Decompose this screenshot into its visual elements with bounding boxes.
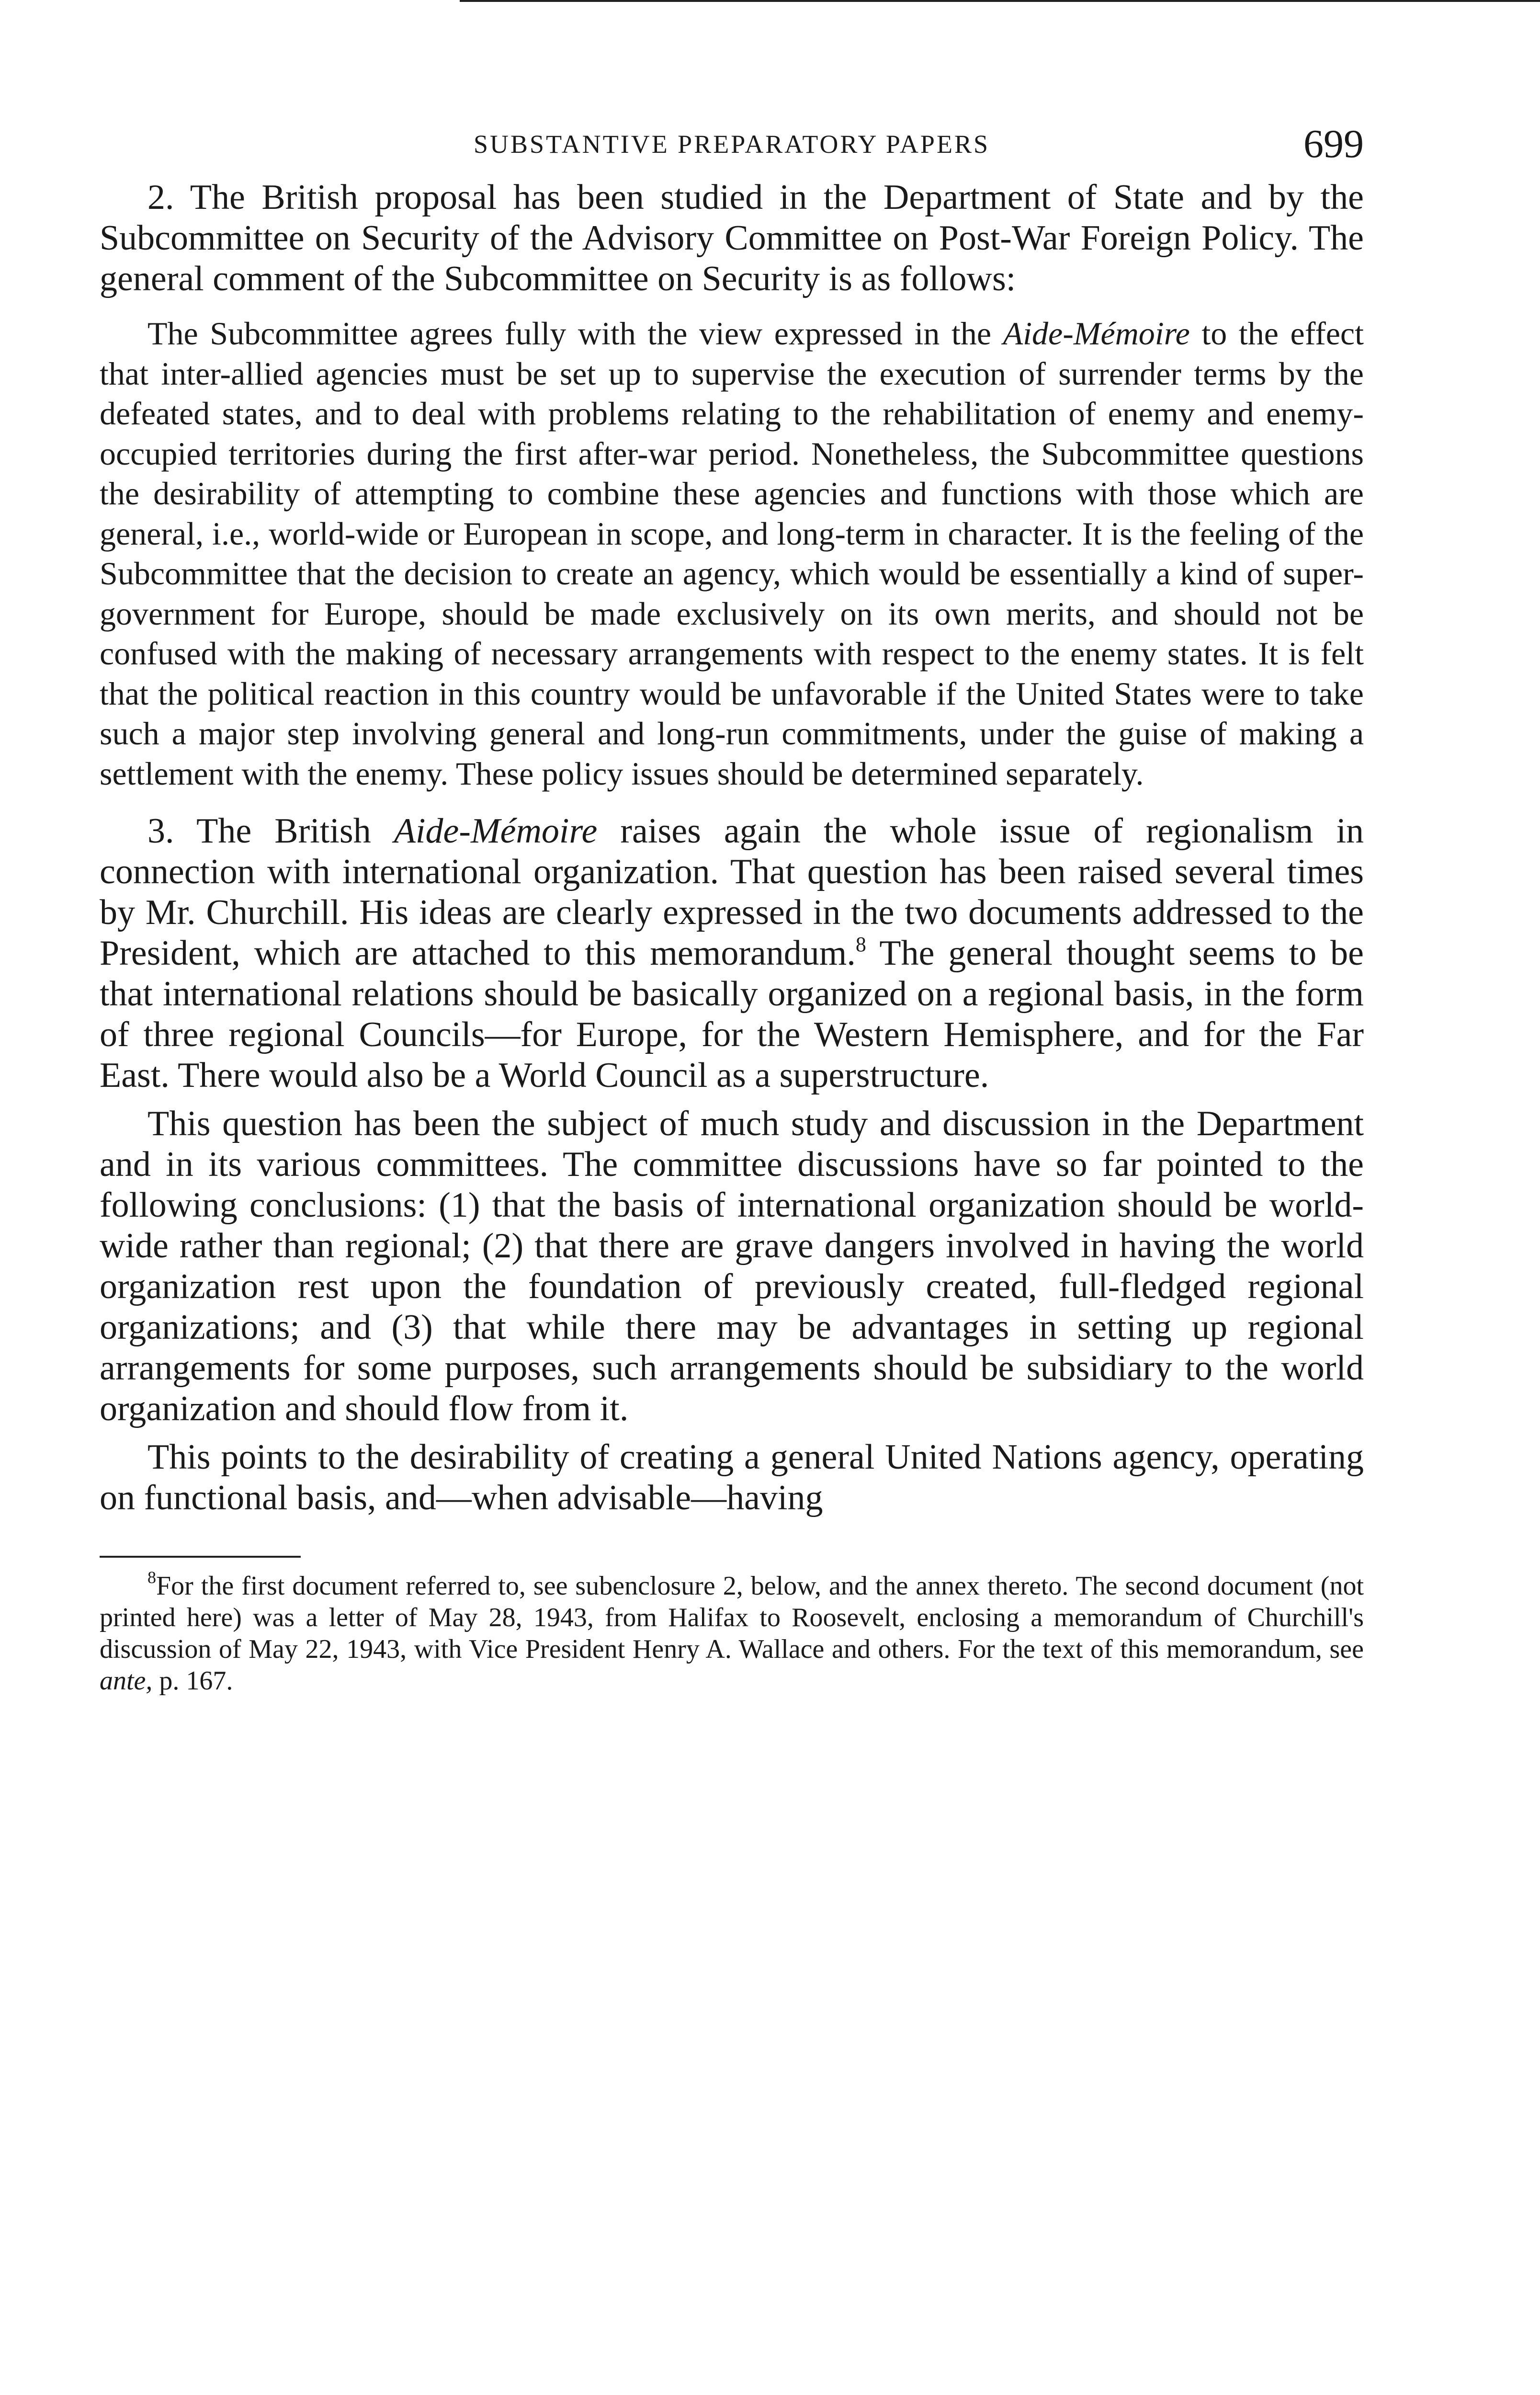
footnote-text: p. 167.	[159, 1666, 233, 1696]
top-edge-rule	[460, 0, 1540, 2]
book-page	[100, 96, 1364, 1697]
running-head: SUBSTANTIVE PREPARATORY PAPERS	[474, 130, 990, 159]
paragraph-text: The British proposal has been studied in the Department of State and by the Subcommittee on Security of the Advisory Committee on Post-War Foreign Policy. The general comment of the Subcommittee on Security is as follows:	[100, 178, 1364, 298]
paragraph-3	[100, 811, 1364, 1096]
paragraph-text: The British	[196, 811, 371, 851]
italic-title: Aide-Mémoire	[394, 811, 598, 851]
paragraph-number: 3.	[147, 811, 174, 851]
italic-reference: ante,	[100, 1666, 153, 1696]
page-number: 699	[1303, 122, 1364, 166]
paragraph-text: The general thought seems to be that international relations should be basically organized on a regional basis, in the form of three regional Councils—for Europe, for the Western Hemisphere, and for the Far East. There would also be a World Council as a superstructure.	[100, 934, 1364, 1095]
block-quote-subcommittee-comment	[100, 314, 1364, 794]
footnote-text: For the first document referred to, see subenclosure 2, below, and the annex thereto. The second document (not printed here) was a letter of May 28, 1943, from Halifax to Roosevelt, enclosing a memorandum of Churchill's discussion of May 22, 1943, with Vice President Henry A. Wallace and others. For the text of this memorandum, see	[100, 1571, 1364, 1664]
paragraph-4: This question has been the subject of much study and discussion in the Department and in its various committees. The committee discussions have so far pointed to the following conclusions: (1) that the basis of international organization should be world-wide rather than regional; (2) that there are grave dangers involved in having the world organization rest upon the foundation of previously created, full-fledged regional organizations; and (3) that while there may be advantages in setting up regional arrangements for some purposes, such arrangements should be subsidiary to the world organization and should flow from it.	[100, 1104, 1364, 1428]
footnote-divider	[100, 1556, 301, 1558]
page-header	[100, 96, 1364, 177]
paragraph-text: raises again the whole issue of regionalism in connection with international organization. That question has been raised several times by Mr. Churchill. His ideas are clearly expressed in the two documents addressed to the President, which are attached to this memorandum.	[100, 811, 1364, 973]
quote-text: to the effect that inter-allied agencies must be set up to supervise the execution of surrender terms by the defeated states, and to deal with problems relating to the rehabilitation of enemy and enemy-occupied territories during the first after-war period. Nonetheless, the Subcommittee questions the desirability of attempting to combine these agencies and functions with those which are general, i.e., world-wide or European in scope, and long-term in character. It is the feeling of the Subcommittee that the decision to create an agency, which would be essentially a kind of super-government for Europe, should be made exclusively on its own merits, and should not be confused with the making of necessary arrangements with respect to the enemy states. It is felt that the political reaction in this country would be unfavorable if the United States were to take such a major step involving general and long-run commitments, under the guise of making a settlement with the enemy. These policy issues should be determined separately.	[100, 315, 1364, 792]
quote-text: The Subcommittee agrees fully with the view expressed in the	[147, 315, 992, 352]
paragraph-number: 2.	[147, 178, 174, 217]
paragraph-2	[100, 177, 1364, 299]
footnote-marker: 8	[147, 1568, 156, 1587]
paragraph-5: This points to the desirability of creating a general United Nations agency, operating on functional basis, and—when advisable—having	[100, 1437, 1364, 1517]
footnote-reference[interactable]: 8	[855, 933, 866, 956]
footnote-8	[100, 1570, 1364, 1697]
italic-title: Aide-Mémoire	[1003, 315, 1190, 352]
